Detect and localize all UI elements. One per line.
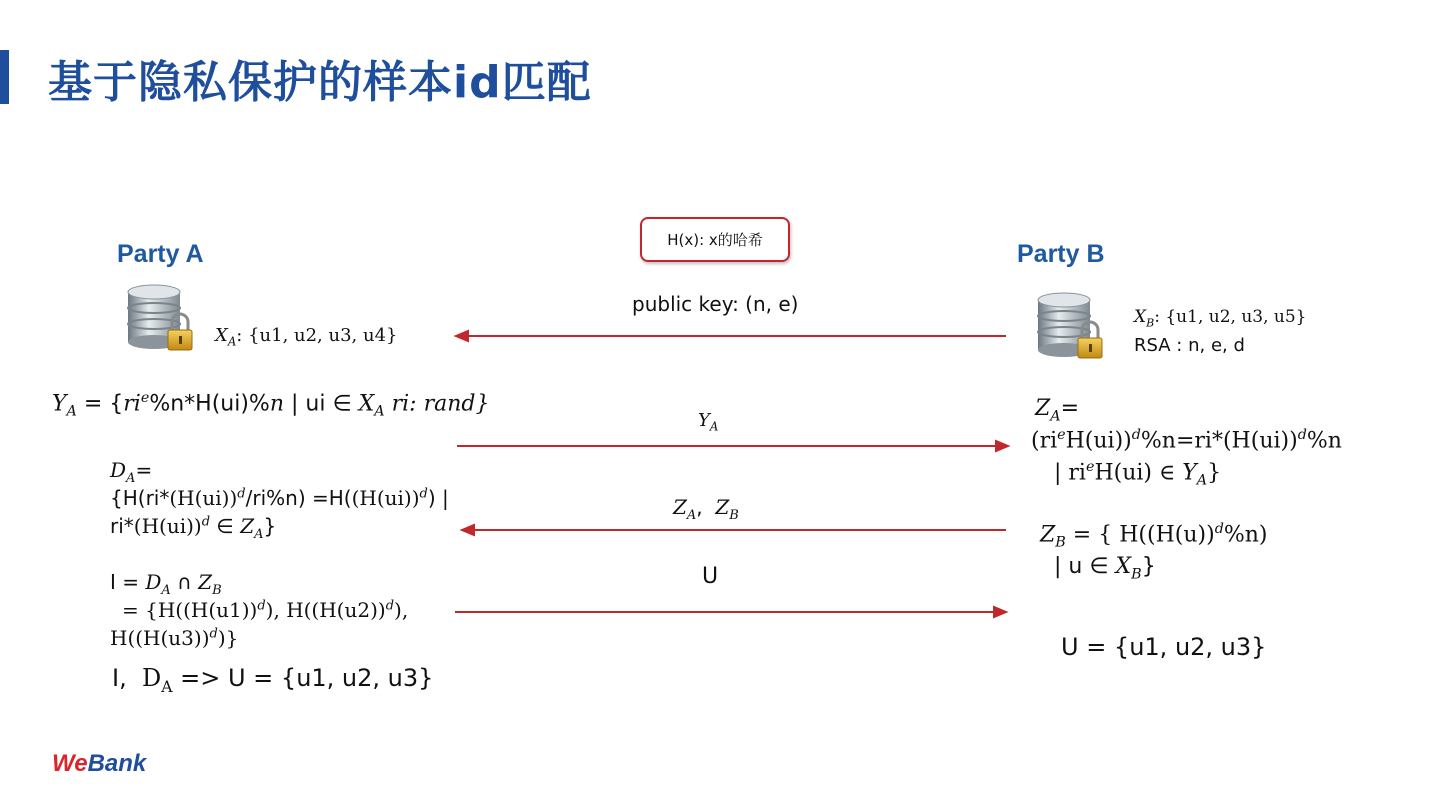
da-formula-line2: {$H(ri*(H(ui))^d/ri\%n) =H((H(ui))^d)$ | — [110, 486, 449, 510]
arrow-u-head — [994, 607, 1006, 617]
page-title: 基于隐私保护的样本id匹配 — [48, 57, 592, 108]
party-a-label: Party A — [117, 240, 204, 268]
i-formula-line1: $I = D_A$ ∩ $Z_B$ — [110, 570, 222, 598]
result-a: I, $D_A => U = \{u1$, u2, u3} — [112, 664, 434, 696]
za-zb-message-label: $Z_A$, $Z_B$ — [673, 495, 739, 523]
i-formula-line2: = {$H((H(u1))^d)$, $H((H(u2))^d)$, — [122, 598, 409, 622]
arrow-public-key-head — [456, 331, 468, 341]
result-b: U = {u1, u2, u3} — [1061, 633, 1267, 661]
hash-note-text: H(x): x的哈希 — [667, 231, 763, 249]
party-b-rsa: RSA : n, e, d — [1134, 335, 1245, 356]
arrow-ya-head — [996, 441, 1008, 451]
zb-formula-line1: $Z_B$ = { $H((H(u))^d\%n)$ — [1040, 521, 1268, 551]
public-key-label: public key: (n, e) — [632, 292, 799, 316]
party-b-label: Party B — [1017, 240, 1105, 268]
u-message-label: U — [702, 564, 719, 589]
za-formula-line2: $(ri^eH(ui))^d\%n=ri*(H(ui))^d\%n$ — [1031, 427, 1342, 454]
party-b-set: $X_B$: {u1, u2, u3, u5} — [1134, 307, 1307, 330]
ya-message-label: $Y_A$ — [698, 410, 719, 434]
i-formula-line3: $H((H(u3))^d)$} — [110, 626, 239, 650]
webank-logo: WeBank — [52, 750, 147, 777]
da-formula-line3: $ri*(H(ui))^d$ ∈ $Z_A$} — [110, 514, 277, 542]
za-formula-line1: $Z_A=$ — [1035, 396, 1080, 425]
party-a-set: $X_A$: {u1, u2, u3, u4} — [215, 325, 398, 349]
da-formula-line1: $D_A=$ — [110, 458, 153, 486]
za-formula-line3: | $ri^eH(ui)$ ∈ $Y_A$} — [1054, 459, 1222, 489]
ya-formula: $Y_A = \{ri^e\%n*H(ui)\%n$ | ui ∈ $X_A$ ri: rand} — [52, 390, 490, 420]
arrow-za-zb-head — [462, 525, 474, 535]
zb-formula-line2: | u ∈ $X_B$} — [1054, 554, 1156, 583]
